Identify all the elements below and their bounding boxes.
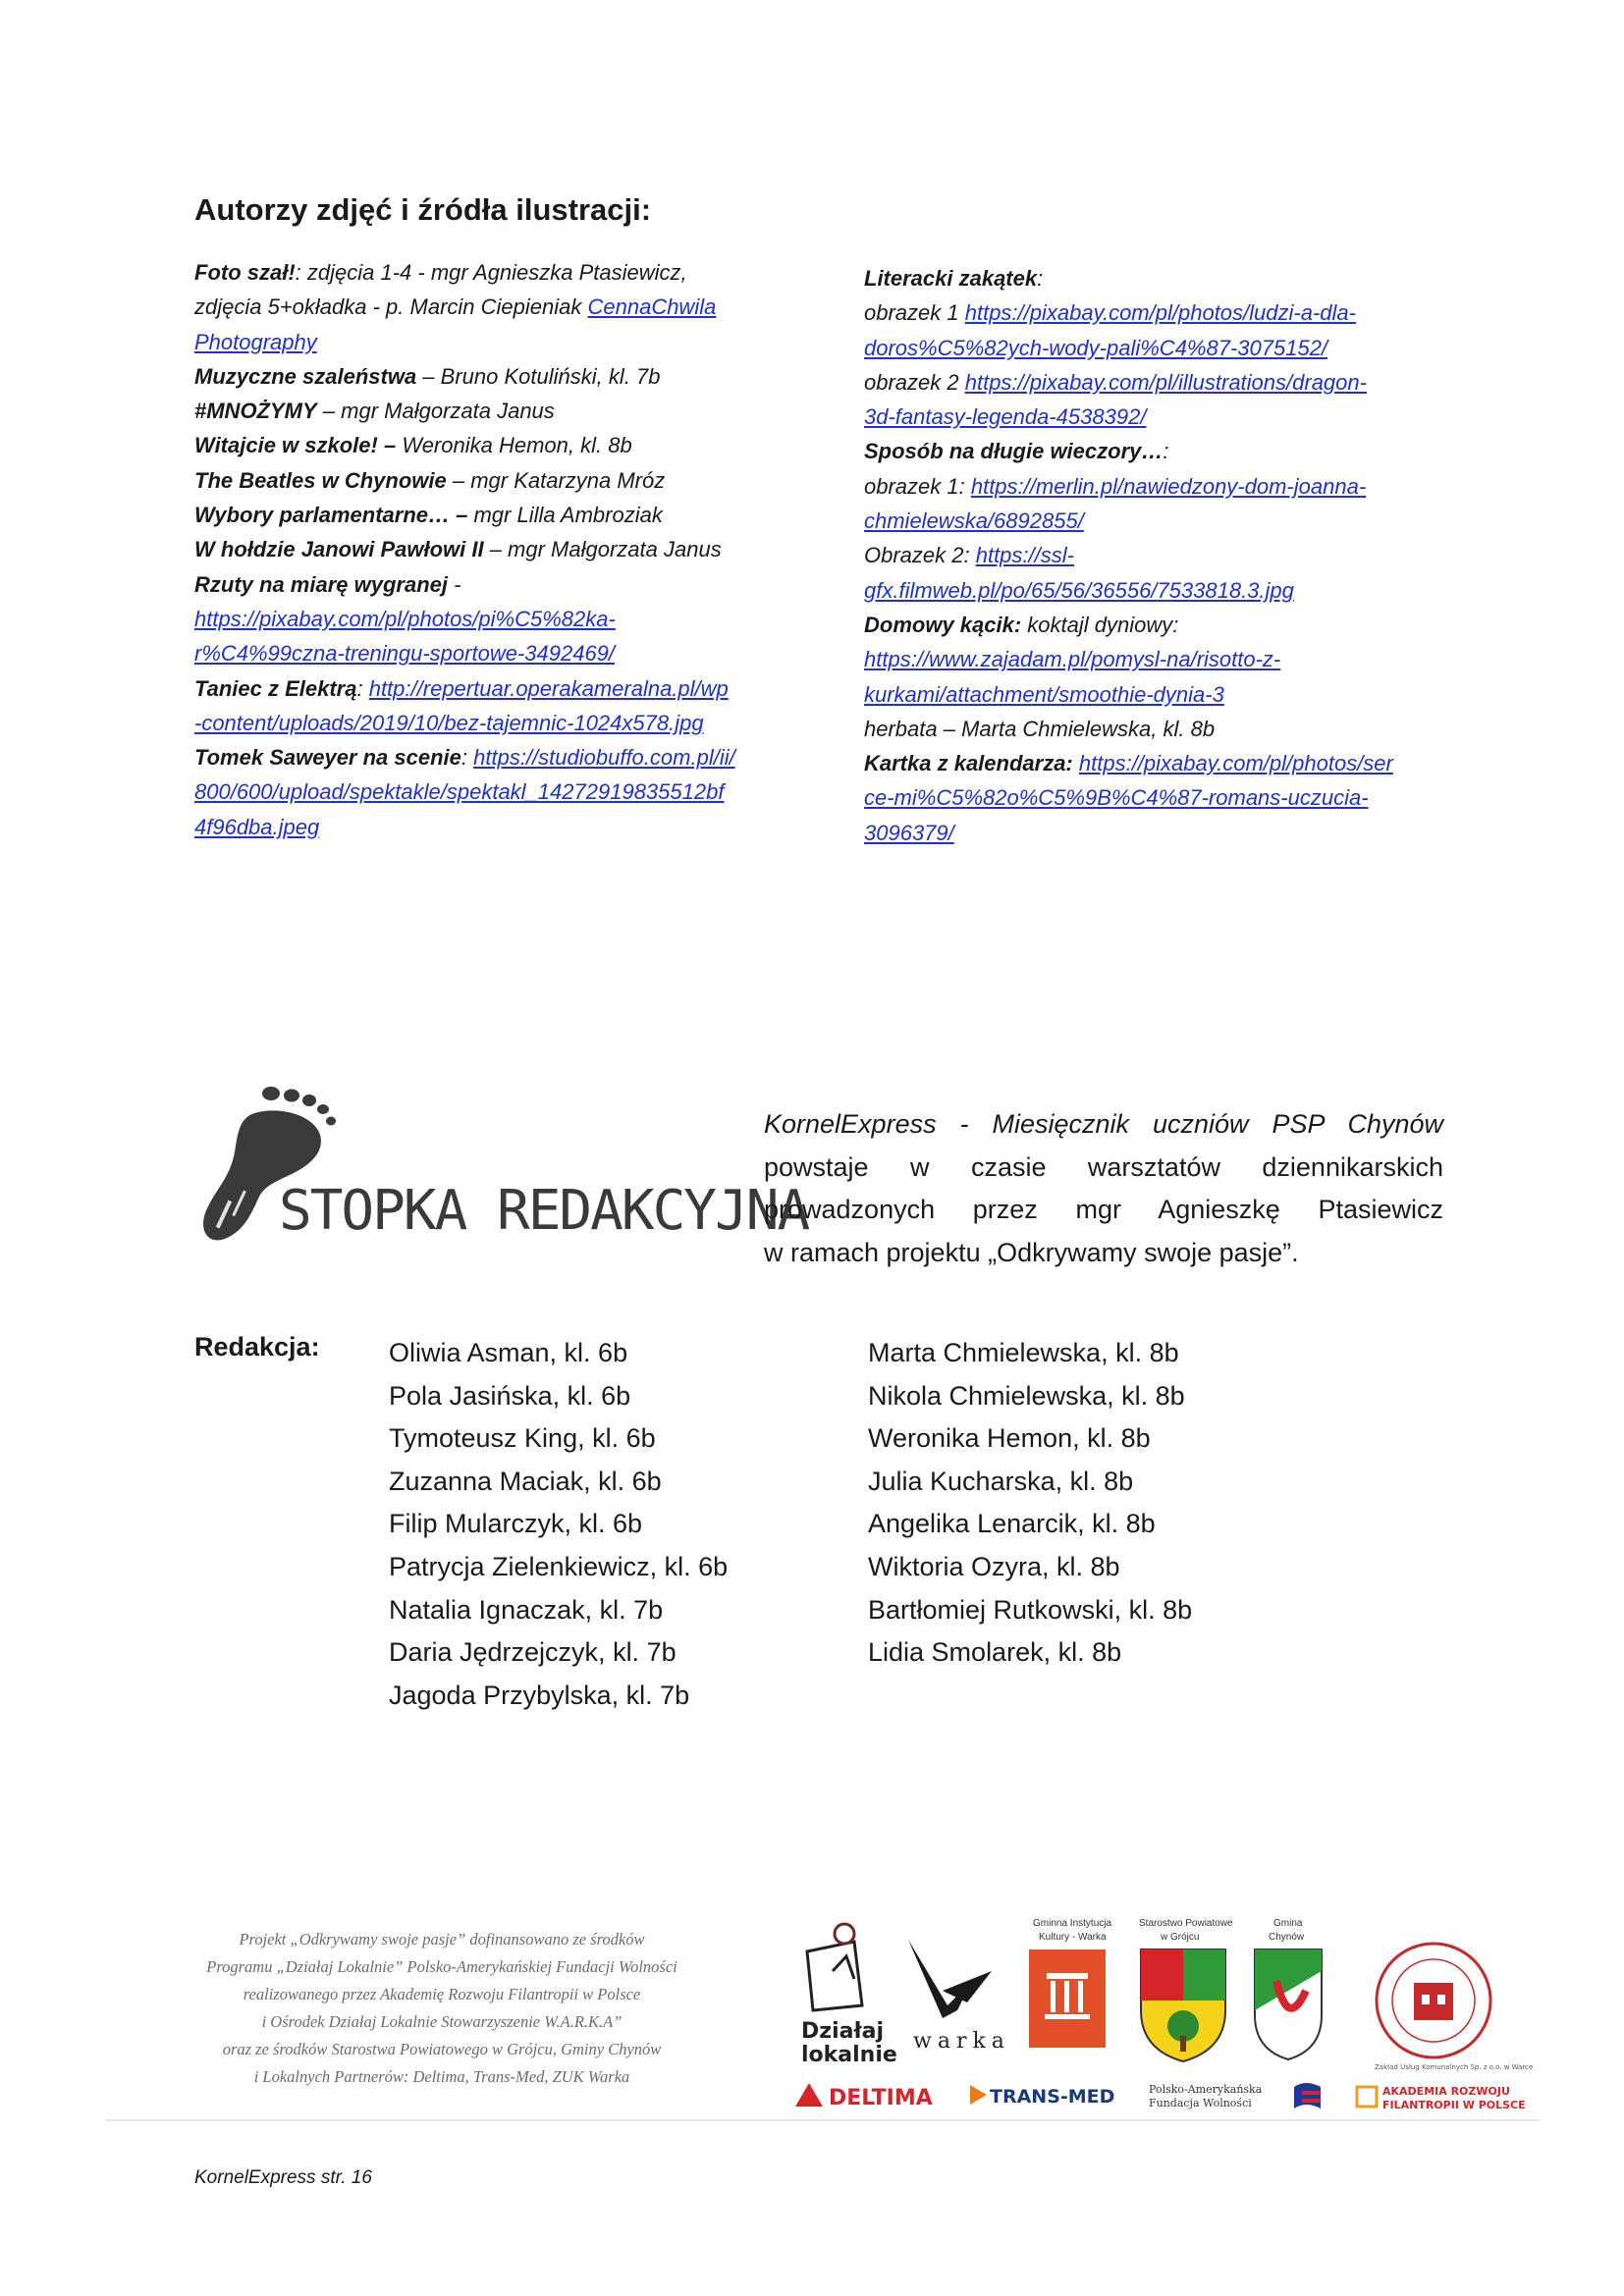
credit-title: The Beatles w Chynowie [194, 467, 447, 493]
credit-line [194, 359, 784, 394]
credit-text: - [447, 571, 461, 597]
credit-line [864, 261, 1453, 295]
credit-title: Wybory parlamentarne… – [194, 503, 468, 528]
svg-text:Zakład Usług Komunalnych Sp. z: Zakład Usług Komunalnych Sp. z o.o. w Warce [1375, 2063, 1534, 2071]
starostwo-powiatowe-logo [1139, 1918, 1233, 2061]
editor-name: Wiktoria Ozyra, kl. 8b [868, 1551, 1120, 1581]
editor-name: Angelika Lenarcik, kl. 8b [868, 1509, 1156, 1539]
credit-text: : [1163, 439, 1169, 464]
editor-name: Tymoteusz King, kl. 6b [389, 1423, 656, 1454]
editor-name: Lidia Smolarek, kl. 8b [868, 1637, 1122, 1668]
svg-text:Kultury - Warka: Kultury - Warka [1039, 1932, 1107, 1943]
credit-line [864, 538, 1453, 572]
credit-line [194, 810, 784, 844]
pafw-logo [1149, 2083, 1263, 2109]
credit-title: Kartka z kalendarza: [864, 751, 1073, 776]
credit-line [864, 434, 1453, 468]
source-link[interactable]: https://pixabay.com/pl/illustrations/dragon- [964, 369, 1367, 395]
svg-text:Starostwo Powiatowe: Starostwo Powiatowe [1139, 1918, 1233, 1929]
source-link[interactable]: ce-mi%C5%82o%C5%9B%C4%87-romans-uczucia- [864, 785, 1369, 811]
gmina-chynow-logo [1255, 1918, 1322, 2059]
svg-text:Chynów: Chynów [1269, 1932, 1305, 1943]
credit-title: Taniec z Elektrą [194, 675, 357, 701]
svg-text:warka: warka [913, 2029, 1010, 2054]
stopka-line: powstaje w czasie warsztatów dziennikarskich [764, 1151, 1443, 1182]
credit-title: W hołdzie Janowi Pawłowi II [194, 537, 484, 562]
sponsor-line: Projekt „Odkrywamy swoje pasje” dofinansowano ze środków [239, 1930, 645, 1949]
source-link[interactable]: 3096379/ [864, 820, 954, 845]
source-link[interactable]: https://pixabay.com/pl/photos/ludzi-a-dla- [964, 300, 1356, 326]
source-link[interactable]: https://www.zajadam.pl/pomysl-na/risotto-z- [864, 647, 1281, 672]
svg-text:w Grójcu: w Grójcu [1161, 1932, 1200, 1943]
editor-name: Filip Mularczyk, kl. 6b [389, 1509, 643, 1539]
credit-line [864, 295, 1453, 330]
credit-text: koktajl dyniowy: [1021, 612, 1179, 637]
editor-name: Pola Jasińska, kl. 6b [389, 1380, 631, 1411]
credit-text: obrazek 1 [864, 300, 965, 326]
credit-line [864, 331, 1453, 365]
editor-name: Daria Jędrzejczyk, kl. 7b [389, 1637, 677, 1668]
sponsor-note [147, 1926, 736, 2091]
svg-text:Działaj: Działaj [801, 2019, 885, 2044]
credit-line [864, 469, 1453, 504]
credit-title: Sposób na długie wieczory… [864, 439, 1164, 464]
stopka-line: KornelExpress - Miesięcznik uczniów PSP Chynów [764, 1109, 1443, 1139]
source-link[interactable]: 3d-fantasy-legenda-4538392/ [864, 404, 1147, 430]
editor-name: Jagoda Przybylska, kl. 7b [389, 1680, 690, 1710]
credit-line [864, 816, 1453, 850]
credit-line [194, 671, 784, 706]
source-link[interactable]: https://ssl- [975, 543, 1074, 568]
editor-name: Bartłomiej Rutkowski, kl. 8b [868, 1594, 1193, 1625]
partner-logos [785, 1912, 1542, 2118]
credit-title: Muzyczne szaleństwa [194, 363, 417, 389]
svg-text:Fundacja Wolności: Fundacja Wolności [1149, 2097, 1252, 2109]
credit-text: – Bruno Kotuliński, kl. 7b [416, 363, 661, 389]
sponsor-line: realizowanego przez Akademię Rozwoju Filantropii w Polsce [243, 1985, 641, 2003]
svg-text:FILANTROPII W POLSCE: FILANTROPII W POLSCE [1382, 2099, 1526, 2111]
dzialaj-lokalnie-logo [801, 1924, 897, 2067]
credit-line [864, 746, 1453, 780]
stopka-description [764, 1103, 1443, 1274]
zuk-warka-logo [1375, 1944, 1533, 2071]
credit-title: Foto szał! [194, 260, 296, 285]
credit-title: Rzuty na miarę wygranej [194, 571, 448, 597]
credit-line [194, 498, 784, 532]
editor-name: Nikola Chmielewska, kl. 8b [868, 1380, 1185, 1411]
credit-line [194, 602, 784, 636]
editor-name: Patrycja Zielenkiewicz, kl. 6b [389, 1551, 729, 1581]
redakcja-names-left [389, 1332, 728, 1717]
credit-line [194, 636, 784, 670]
warka-logo [908, 1940, 1010, 2054]
credit-line [194, 740, 784, 774]
credit-line [194, 567, 784, 602]
source-link[interactable]: 4f96dba.jpeg [194, 814, 320, 839]
editor-name: Natalia Ignaczak, kl. 7b [389, 1594, 664, 1625]
redakcja-label: Redakcja: [194, 1332, 320, 1362]
source-link[interactable]: http://repertuar.operakameralna.pl/wp [368, 675, 729, 701]
credit-line [864, 712, 1453, 746]
credit-line [864, 608, 1453, 642]
editor-name: Weronika Hemon, kl. 8b [868, 1423, 1151, 1454]
source-link[interactable]: 800/600/upload/spektakle/spektakl_14272919835512bf [194, 779, 725, 805]
source-link[interactable]: chmielewska/6892855/ [864, 508, 1084, 534]
redakcja-names-right [868, 1332, 1192, 1675]
credit-line [194, 706, 784, 740]
credits-left-column [194, 255, 784, 844]
svg-text:Gmina: Gmina [1273, 1918, 1303, 1929]
gminna-instytucja-logo [1029, 1918, 1111, 2048]
credit-line [864, 677, 1453, 712]
credit-line [864, 780, 1453, 815]
svg-text:TRANS-MED: TRANS-MED [990, 2086, 1115, 2108]
editor-name: Oliwia Asman, kl. 6b [389, 1338, 628, 1367]
sponsor-line: Programu „Działaj Lokalnie” Polsko-Amerykańskiej Fundacji Wolności [206, 1957, 677, 1976]
svg-text:AKADEMIA ROZWOJU: AKADEMIA ROZWOJU [1382, 2085, 1510, 2098]
source-link[interactable]: https://studiobuffo.com.pl/ii/ [473, 745, 735, 771]
source-link[interactable]: doros%C5%82ych-wody-pali%C4%87-3075152/ [864, 335, 1328, 360]
svg-text:DELTIMA: DELTIMA [829, 2086, 933, 2110]
sponsor-line: oraz ze środków Starostwa Powiatowego w Grójcu, Gminy Chynów [222, 2040, 662, 2058]
credit-line [194, 532, 784, 566]
editor-name: Julia Kucharska, kl. 8b [868, 1466, 1134, 1496]
source-link[interactable]: CennaChwila [587, 294, 717, 320]
credit-text: Obrazek 2: [864, 543, 976, 568]
credit-text: : zdjęcia 1-4 - mgr Agnieszka Ptasiewicz, [295, 260, 687, 285]
credit-text: – mgr Katarzyna Mróz [446, 467, 666, 493]
editor-name: Marta Chmielewska, kl. 8b [868, 1338, 1179, 1367]
credits-right-column [864, 261, 1453, 850]
stopka-line: prowadzonych przez mgr Agnieszkę Ptasiewicz [764, 1195, 1443, 1225]
credit-line [194, 255, 784, 290]
svg-text:Polsko-Amerykańska: Polsko-Amerykańska [1149, 2083, 1263, 2096]
stopka-line: w ramach projektu „Odkrywamy swoje pasje”. [764, 1237, 1299, 1267]
credit-text: herbata – Marta Chmielewska, kl. 8b [864, 716, 1216, 741]
credit-text: : [1037, 266, 1044, 291]
credit-title: Witajcie w szkole! – [194, 433, 397, 458]
credit-text: Weronika Hemon, kl. 8b [396, 433, 632, 458]
sponsor-line: i Lokalnych Partnerów: Deltima, Trans-Med, ZUK Warka [253, 2067, 630, 2086]
credit-title: Tomek Saweyer na scenie [194, 745, 461, 771]
credit-line [864, 400, 1453, 434]
credit-text: obrazek 2 [864, 369, 965, 395]
credit-text: : [460, 745, 474, 771]
source-link[interactable]: https://pixabay.com/pl/photos/ser [1078, 751, 1393, 776]
svg-text:Gminna Instytucja: Gminna Instytucja [1033, 1918, 1112, 1929]
source-link[interactable]: gfx.filmweb.pl/po/65/56/36556/7533818.3.jpg [864, 577, 1294, 603]
credit-line [864, 365, 1453, 400]
credit-line [864, 642, 1453, 676]
credit-text: zdjęcia 5+okładka - p. Marcin Ciepieniak [194, 294, 588, 320]
credit-line [194, 774, 784, 809]
credit-line [194, 463, 784, 498]
credit-text: mgr Lilla Ambroziak [467, 503, 663, 528]
editor-name: Zuzanna Maciak, kl. 6b [389, 1466, 662, 1496]
credit-line [864, 573, 1453, 608]
page-number: KornelExpress str. 16 [194, 2167, 372, 2188]
sponsor-line: i Ośrodek Działaj Lokalnie Stowarzyszenie W.A.R.K.A” [261, 2012, 623, 2031]
svg-text:lokalnie: lokalnie [801, 2043, 897, 2067]
credit-text: obrazek 1: [864, 473, 971, 499]
credit-line [194, 394, 784, 428]
trans-med-logo [970, 2085, 1114, 2108]
stopka-logo-text: Stopka Redakcyjna [279, 1179, 809, 1243]
page-heading: Autorzy zdjęć i źródła ilustracji: [194, 192, 652, 227]
source-link[interactable]: r%C4%99czna-treningu-sportowe-3492469/ [194, 641, 616, 667]
source-link[interactable]: -content/uploads/2019/10/bez-tajemnic-1024x578.jpg [194, 710, 704, 735]
credit-text: : [356, 675, 369, 701]
credit-text: – mgr Małgorzata Janus [483, 537, 722, 562]
source-link[interactable]: https://pixabay.com/pl/photos/pi%C5%82ka- [194, 606, 616, 631]
flag-icon [1294, 2083, 1321, 2109]
source-link[interactable]: kurkami/attachment/smoothie-dynia-3 [864, 681, 1224, 707]
deltima-logo [795, 2083, 933, 2110]
footer-divider [106, 2119, 1540, 2121]
credit-text: – mgr Małgorzata Janus [316, 399, 555, 424]
credit-line [194, 428, 784, 462]
source-link[interactable]: Photography [194, 329, 317, 354]
credit-line [864, 504, 1453, 538]
credit-title: Domowy kącik: [864, 612, 1022, 637]
credit-line [194, 290, 784, 324]
credit-title: Literacki zakątek [864, 266, 1038, 291]
arfp-logo [1357, 2085, 1526, 2111]
stopka-redakcyjna-logo [200, 1084, 809, 1251]
credit-title: #MNOŻYMY [194, 399, 317, 424]
source-link[interactable]: https://merlin.pl/nawiedzony-dom-joanna- [970, 473, 1367, 499]
credit-line [194, 325, 784, 359]
